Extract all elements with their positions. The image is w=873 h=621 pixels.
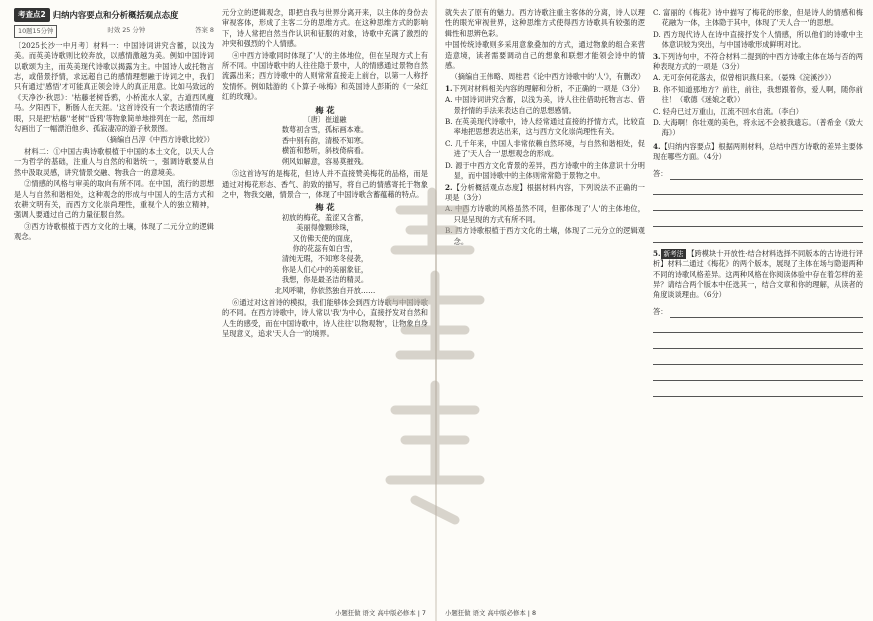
option-c[interactable]: C. 轻舟已过万重山，江流不回水自流。（李白） bbox=[653, 106, 803, 116]
left-column-2 bbox=[222, 8, 428, 341]
poem-line: 香中别有韵，清极不知寒。 bbox=[281, 135, 369, 145]
option-d[interactable]: D. 源于中西方文化背景的差异，西方诗歌中的主体意识十分明显，而中国诗歌中的主体则常常隐于景物之中。 bbox=[445, 160, 645, 181]
time-limit: 时效 25 分钟 bbox=[107, 26, 146, 35]
option-b[interactable]: B. 西方诗歌根植于西方文化的土壤，体现了二元分立的逻辑观念。 bbox=[445, 226, 645, 246]
answer-page: 答案 8 bbox=[195, 26, 214, 35]
option-a[interactable]: A. 无可奈何花落去，似曾相识燕归来。（晏殊《浣溪沙》） bbox=[653, 73, 836, 83]
answer-line[interactable] bbox=[653, 320, 863, 333]
poem-line: 你的花蕊有如白雪， bbox=[292, 243, 358, 253]
poem-line: 清纯无瑕，不知寒冬侵袭， bbox=[281, 254, 369, 264]
option-c[interactable]: C. 富丽的《梅花》诗中描写了梅花的形象，但是诗人的情感和梅花融为一体，主体隐于其中，体现了'天人合一'的思想。 bbox=[653, 8, 863, 28]
answer-line[interactable] bbox=[653, 182, 863, 195]
left-column-1 bbox=[14, 8, 214, 244]
paragraph: 元分立的逻辑观念，即把自我与世界分离开来，以主体的身份去审视客体，形成了主客二分的思维方式。在这种思维方式的影响下，诗人常把自然当作认识和征服的对象，诗歌中充满了激烈的冲突和强烈的个人情感。 bbox=[222, 8, 428, 49]
question-count: 10题15分钟 bbox=[14, 25, 57, 37]
poem-chinese bbox=[222, 105, 428, 167]
poem-line: 朔风如解意，容易莫摧残。 bbox=[281, 156, 369, 166]
question-1: 1.下列对材料相关内容的理解和分析，不正确的一项是（3分） bbox=[445, 83, 644, 93]
answer-line[interactable] bbox=[670, 167, 863, 180]
poem-title: 梅 花 bbox=[315, 202, 335, 213]
answer-line[interactable] bbox=[653, 230, 863, 243]
page-footer-right: 小题狂做 语文 高中版必修本 | 8 bbox=[445, 609, 537, 617]
paragraph: ⑤这首诗写的是梅花，但诗人并不直接赞美梅花的品格，而是通过对梅花形态、香气、韵致的描写，将自己的情感寄托于物象之中，物我交融，情景合一，体现了中国诗歌含蓄蕴藉的特点。 bbox=[222, 169, 428, 199]
answer-lines-4[interactable] bbox=[653, 182, 863, 243]
new-method-badge: 新考法 bbox=[661, 249, 687, 259]
option-b[interactable]: B. 在英美现代诗歌中，诗人经常通过直接的抒情方式，比较直率地把思想表达出来，这与西方文化崇尚理性有关。 bbox=[445, 117, 645, 137]
poem-line: 美丽得像颗珍珠， bbox=[296, 223, 354, 233]
answer-lines-5[interactable] bbox=[653, 320, 863, 397]
question-5: 5. 新考法 【跨模块十开放性·结合材料选择不同版本的古诗进行评析】材料二通过《梅花》的两个版本，展现了主体在场与隐退两种不同的诗歌风格差异。这两种风格在你阅读体验中存在着怎样的差异？请结合两个版本中任选其一，结合文章和你的理解，从读者的角度谈谈理由。（6分） bbox=[653, 248, 863, 300]
option-c[interactable]: C. 几千年来，中国人非常依赖自然环境，与自然和谐相处，促进了'天人合一'思想观念的形成。 bbox=[445, 138, 645, 159]
question-3: 3.下列诗句中，不符合材料二提到的中西方诗歌主体在场与否的两种表现方式的一项是（3分） bbox=[653, 51, 863, 72]
poem-line: 我想，你是最圣洁的精灵。 bbox=[281, 275, 369, 285]
paragraph: ④中西方诗歌同时体现了'人'的主体地位，但在呈现方式上有所不同。中国诗歌中的人往往隐于景中，人的情感通过景物自然流露出来；西方诗歌中的人则常常直接走上前台，以第一人称抒发情怀。例如陆游的《卜算子·咏梅》和英国诗人彭斯的《一朵红红的玫瑰》。 bbox=[222, 50, 428, 102]
poem-line: 初放的梅花，羞涩又含蓄， bbox=[281, 212, 369, 222]
answer-area-5[interactable] bbox=[653, 305, 863, 318]
answer-line[interactable] bbox=[670, 305, 863, 318]
paragraph: 〔2025长沙一中月考〕材料一：中国诗词讲究含蓄，以浅为美。而英美诗歌则比较奔放，以感情激越为美。例如中国诗词以歌颂为主，而英美现代诗歌以揭露为主。中国诗人或托物言志，或借景抒情，求远超自己的感情理想融于诗词之中，我们只有通过'感悟'才可能真正领会诗人的真正用意。比如马致远的《天净沙·秋思》：'枯藤老树昏鸦，小桥流水人家，古道西风瘦马。夕阳西下，断肠人在天涯。'这首诗没有一个表达感情的字眼，只是把'枯藤''老树''昏鸦'等物象简单地排列在一起，然而却勾画出了一幅漂泊他乡、孤寂凄凉的游子秋景图。 bbox=[14, 40, 214, 134]
poem-line: 又仿佛天使的面庞， bbox=[292, 233, 358, 243]
section-title: 归纳内容要点和分析概括观点态度 bbox=[52, 10, 179, 20]
option-a[interactable]: A. 中西方诗歌的风格虽然不同，但都体现了'人'的主体地位，只是呈现的方式有所不同。 bbox=[445, 204, 645, 224]
question-4: 4.【归纳内容要点】根据两则材料，总结中西方诗歌的差异主要体现在哪些方面。（4分） bbox=[653, 141, 863, 162]
question-2: 2.【分析概括观点态度】根据材料内容，下列说法不正确的一项是（3分） bbox=[445, 182, 645, 202]
answer-label: 答： bbox=[653, 169, 668, 179]
section-meta bbox=[14, 25, 214, 37]
poem-author: 〔唐〕崔道融 bbox=[303, 115, 347, 125]
paragraph: ③西方诗歌根植于西方文化的土壤，体现了二元分立的逻辑观念。 bbox=[14, 221, 214, 242]
poem-line: 北风呼啸，你依然独自开放…… bbox=[274, 285, 376, 295]
source-note: （摘编自王伟略、周桂君《论中西方诗歌中的'人'》，有删改） bbox=[450, 72, 645, 82]
option-d[interactable]: D. 大海啊！你壮观的美色，将永远不会被我遗忘。（普希金《致大海》） bbox=[653, 118, 863, 138]
answer-line[interactable] bbox=[653, 336, 863, 349]
paragraph: 中国传统诗歌则多采用意象叠加的方式，通过物象的组合来营造意境，读者需要调动自己的想象和联想才能领会诗中的情感。 bbox=[445, 40, 645, 71]
answer-line[interactable] bbox=[653, 198, 863, 211]
section-header bbox=[14, 8, 214, 22]
right-column-2 bbox=[653, 8, 863, 400]
source-note: （摘编自吕淳《中西方诗歌比较》） bbox=[102, 135, 214, 145]
left-page bbox=[0, 0, 436, 621]
option-b[interactable]: B. 你不知道那地方？前往，前往，我想跟着你，爱人啊，随你前往！（歌德《迷娘之歌》） bbox=[653, 84, 863, 105]
option-d[interactable]: D. 西方现代诗人在诗中直接抒发个人情感，所以他们的诗歌中主体意识较为突出，与中国诗歌形成鲜明对比。 bbox=[653, 29, 863, 50]
page-footer-left: 小题狂做 语文 高中版必修本 | 7 bbox=[334, 609, 426, 617]
answer-area-4[interactable] bbox=[653, 167, 863, 180]
paragraph: ②情感的风格与审美的取向有所不同。在中国，流行的思想是人与自然和谐相处，这种观念的形成与中国人的生活方式和农耕文明有关，而西方文化崇尚理性，重视个人的独立精神，强调人要通过自己的力量征服自然。 bbox=[14, 179, 214, 220]
right-page bbox=[437, 0, 873, 621]
paragraph: 就失去了原有的魅力。西方诗歌注重主客体的分离，诗人以理性的眼光审视世界，这种思维方式使得西方诗歌具有较强的逻辑性和思辨色彩。 bbox=[445, 8, 645, 38]
poem-line: 横笛和愁听，斜枝倚病看。 bbox=[281, 146, 369, 156]
answer-line[interactable] bbox=[653, 368, 863, 381]
poem-line: 你是人们心中的美丽象征， bbox=[281, 264, 369, 274]
right-column-1 bbox=[445, 8, 645, 248]
answer-line[interactable] bbox=[653, 384, 863, 397]
answer-line[interactable] bbox=[653, 214, 863, 227]
poem-western bbox=[222, 202, 428, 296]
paragraph: 材料二：①中国古典诗歌根植于中国的本土文化，以天人合一为哲学的基础，注重人与自然的和谐统一，强调诗歌要从自然中汲取灵感，讲究情景交融、物我合一的意境美。 bbox=[14, 146, 214, 177]
answer-line[interactable] bbox=[653, 352, 863, 365]
poem-line: 数萼初含雪，孤标画本难。 bbox=[281, 125, 369, 135]
paragraph: ⑥通过对这首诗的模拟，我们能够体会到西方诗歌与中国诗歌的不同。在西方诗歌中，诗人常以'我'为中心，直接抒发对自然和人生的感受，而在中国诗歌中，诗人往往'以物观物'，让物象自身呈现意义，追求'天人合一'的境界。 bbox=[222, 297, 428, 339]
section-tag: 考查点2 bbox=[14, 8, 50, 22]
answer-label: 答： bbox=[653, 307, 668, 317]
option-a[interactable]: A. 中国诗词讲究含蓄，以浅为美，诗人往往借助托物言志、借景抒情的手法来表达自己的思想感情。 bbox=[445, 95, 645, 115]
poem-title: 梅 花 bbox=[315, 104, 335, 115]
